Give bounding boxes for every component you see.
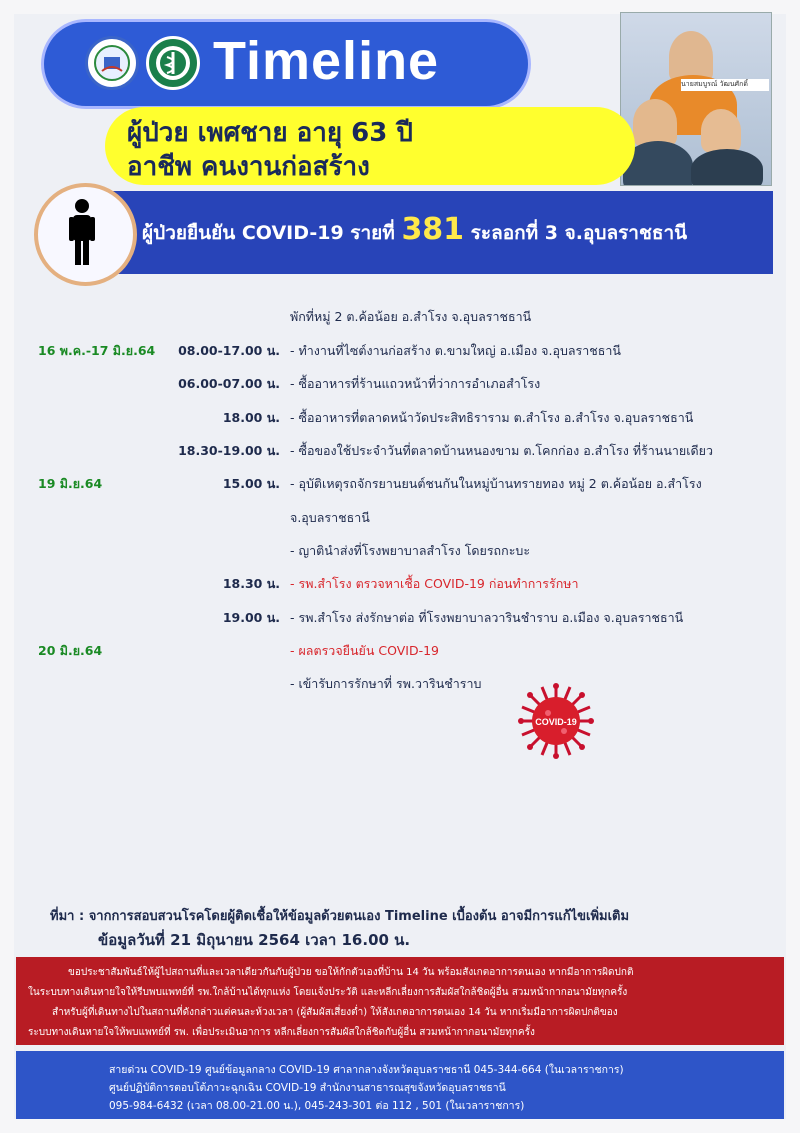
timeline-event: - ทำงานที่ไซต์งานก่อสร้าง ต.ขามใหญ่ อ.เมือง จ.อุบลราชธานี xyxy=(290,343,621,358)
source-note: ที่มา : จากการสอบสวนโรคโดยผู้ติดเชื้อให้ข้อมูลด้วยตนเอง Timeline เบื้องต้น อาจมีการแก้ไขเพิ่มเติม xyxy=(50,909,630,924)
timeline-time: 18.30-19.00 น. xyxy=(178,443,280,458)
ministry-of-health-logo xyxy=(146,36,200,90)
timeline-event: พักที่หมู่ 2 ต.ค้อน้อย อ.สำโรง จ.อุบลราชธานี xyxy=(290,309,532,324)
patient-occupation: อาชีพ คนงานก่อสร้าง xyxy=(127,152,370,182)
timeline-date: 20 มิ.ย.64 xyxy=(38,643,103,658)
province-logo xyxy=(85,36,139,90)
person-icon-circle xyxy=(34,183,137,286)
timeline-time: 15.00 น. xyxy=(222,476,280,491)
timeline-event: - ซื้ออาหารที่ตลาดหน้าวัดประสิทธิราราม ต.สำโรง อ.สำโรง จ.อุบลราชธานี xyxy=(290,410,694,425)
case-prefix: ผู้ป่วยยืนยัน COVID-19 รายที่ xyxy=(142,222,402,244)
timeline-time: 08.00-17.00 น. xyxy=(178,343,280,358)
notice-line: ขอประชาสัมพันธ์ให้ผู้ไปสถานที่และเวลาเดียวกันกับผู้ป่วย ขอให้กักตัวเองที่บ้าน 14 วัน พร้อมสังเกตอาการตนเอง หากมีอาการผิดปกติ xyxy=(68,967,634,978)
timeline-event: จ.อุบลราชธานี xyxy=(290,510,370,525)
data-date: ข้อมูลวันที่ 21 มิถุนายน 2564 เวลา 16.00 น. xyxy=(98,931,411,949)
timeline-time: 18.00 น. xyxy=(222,410,280,425)
notice-line: ในระบบทางเดินหายใจให้รีบพบแพทย์ที่ รพ.ใกล้บ้านได้ทุกแห่ง โดยแจ้งประวัติ และหลีกเลี่ยงการสัมผัสใกล้ชิดผู้อื่น สวมหน้ากากอนามัยทุกครั้ง xyxy=(28,987,628,998)
virus-label: COVID-19 xyxy=(535,717,577,727)
timeline-time: 18.30 น. xyxy=(222,576,280,591)
person-icon xyxy=(38,187,133,282)
timeline-date: 16 พ.ค.-17 มิ.ย.64 xyxy=(38,343,156,358)
timeline-time: 06.00-07.00 น. xyxy=(178,376,280,391)
hotline-footer xyxy=(16,1051,784,1119)
timeline-event: - รพ.สำโรง ตรวจหาเชื้อ COVID-19 ก่อนทำการรักษา xyxy=(290,576,579,591)
timeline-date: 19 มิ.ย.64 xyxy=(38,476,103,491)
timeline-event: - เข้ารับการรักษาที่ รพ.วารินชำราบ xyxy=(290,676,482,691)
timeline-event: - รพ.สำโรง ส่งรักษาต่อ ที่โรงพยาบาลวารินชำราบ อ.เมือง จ.อุบลราชธานี xyxy=(290,610,684,625)
officials-photo xyxy=(620,12,772,186)
photo-caption: นายสมบูรณ์ วัฒนศักดิ์ xyxy=(681,79,769,91)
hotline-line: สายด่วน COVID-19 ศูนย์ข้อมูลกลาง COVID-19 ศาลากลางจังหวัดอุบลราชธานี 045-344-664 (ในเวลาราชการ) xyxy=(109,1064,624,1076)
timeline-event: - ซื้ออาหารที่ร้านแถวหน้าที่ว่าการอำเภอสำโรง xyxy=(290,376,541,391)
case-number: 381 xyxy=(401,212,465,247)
timeline-event: - อุบัติเหตุรถจักรยานยนต์ชนกันในหมู่บ้านทรายทอง หมู่ 2 ต.ค้อน้อย อ.สำโรง xyxy=(290,476,702,491)
notice-line: ระบบทางเดินหายใจให้พบแพทย์ที่ รพ. เพื่อประเมินอาการ หลีกเลี่ยงการสัมผัสใกล้ชิดกับผู้อื่น สวมหน้ากากอนามัยทุกครั้ง xyxy=(28,1027,535,1038)
page-title: Timeline xyxy=(213,31,440,91)
case-suffix: ระลอกที่ 3 จ.อุบลราชธานี xyxy=(464,222,688,244)
timeline-time: 19.00 น. xyxy=(222,610,280,625)
advisory-notice xyxy=(16,957,784,1045)
patient-gender-age: ผู้ป่วย เพศชาย อายุ 63 ปี xyxy=(127,118,413,148)
timeline-event: - ผลตรวจยืนยัน COVID-19 xyxy=(290,643,439,658)
covid-virus-icon xyxy=(518,683,594,759)
timeline-event: - ญาตินำส่งที่โรงพยาบาลสำโรง โดยรถกะบะ xyxy=(290,543,531,558)
case-headline xyxy=(142,212,687,248)
notice-line: สำหรับผู้ที่เดินทางไปในสถานที่ดังกล่าวแต่คนละห้วงเวลา (ผู้สัมผัสเสี่ยงต่ำ) ให้สังเกตอาการตนเอง 14 วัน หากเริ่มมีอาการผิดปกติของ xyxy=(52,1007,618,1018)
timeline-event: - ซื้อของใช้ประจำวันที่ตลาดบ้านหนองขาม ต.โคกก่อง อ.สำโรง ที่ร้านนายเดียว xyxy=(290,443,713,458)
hotline-line: 095-984-6432 (เวลา 08.00-21.00 น.), 045-243-301 ต่อ 112 , 501 (ในเวลาราชการ) xyxy=(109,1100,525,1112)
hotline-line: ศูนย์ปฏิบัติการตอบโต้ภาวะฉุกเฉิน COVID-19 สำนักงานสาธารณสุขจังหวัดอุบลราชธานี xyxy=(109,1082,506,1094)
